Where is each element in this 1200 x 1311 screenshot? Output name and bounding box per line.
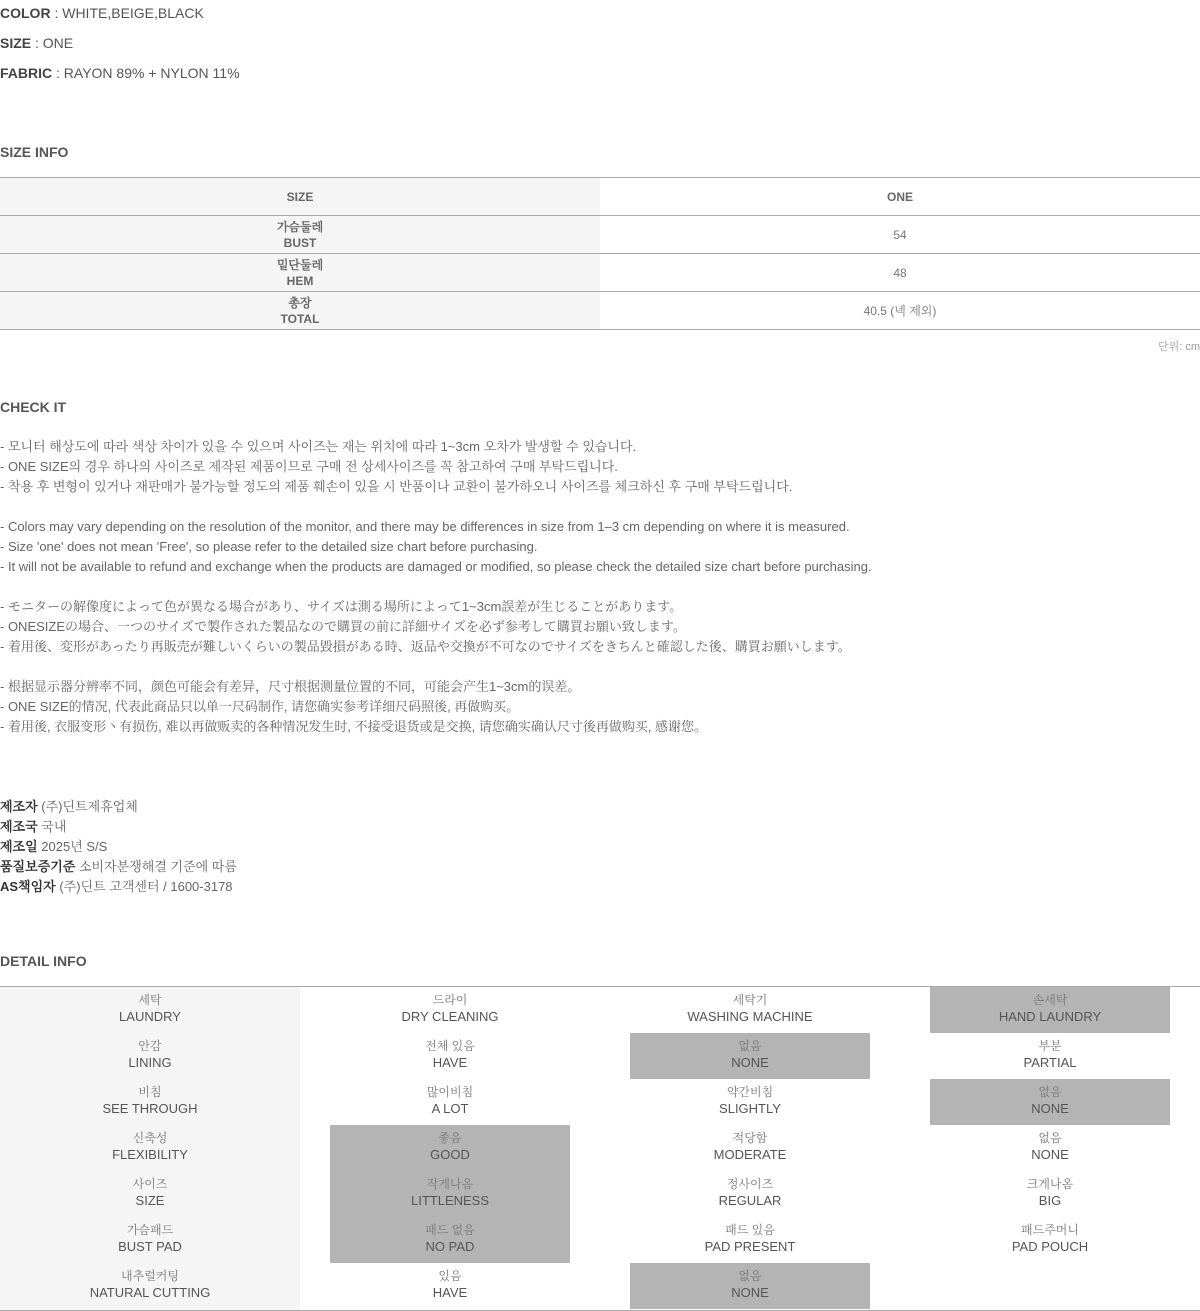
detail-en-text: NATURAL CUTTING [89,1285,211,1300]
detail-ko-text: 적당함 [732,1131,768,1145]
detail-en-text: BIG [1038,1193,1062,1208]
note-line: - 着用後, 衣服变形丶有损伤, 难以再做贩卖的各种情况发生时, 不接受退货或是交换, 请您确实确认尺寸後再做购买, 感谢您。 [0,719,708,734]
spec-size-label: SIZE [0,35,32,51]
note-line: - ONE SIZE의 경우 하나의 사이즈로 제작된 제품이므로 구매 전 상세사이즈를 꼭 참고하여 구매 부탁드립니다. [0,459,618,474]
note-line: - ONE SIZE的情况, 代表此商品只以单一尺码制作, 请您确实参考详细尺码照後, 再做购买。 [0,699,520,714]
check-it-title: CHECK IT [0,399,67,415]
spec-size-value: : ONE [31,35,74,51]
detail-label-cell [0,1263,300,1309]
table-row [0,216,1200,254]
detail-option-cell [900,987,1200,1033]
detail-en-text: A LOT [431,1101,469,1116]
detail-en-text: NONE [1031,1101,1069,1116]
spec-color-label: COLOR [0,5,51,21]
spec-size [0,35,73,51]
detail-en-text: PAD PRESENT [704,1239,796,1254]
maker-label: 제조일 [0,839,38,854]
detail-ko-text: 드라이 [432,993,468,1007]
note-line: - 착용 후 변형이 있거나 재판매가 불가능할 정도의 제품 훼손이 있을 시 반품이나 교환이 불가하오니 사이즈를 체크하신 후 구매 부탁드립니다. [0,479,793,494]
note-line: - ONESIZEの場合、一つのサイズで製作された製品なので購買の前に詳細サイズを必ず参考して購買お願い致します。 [0,619,686,634]
table-row [0,292,1200,330]
detail-en-text: SIZE [135,1193,165,1208]
size-row-label [0,254,600,292]
table-row [0,254,1200,292]
maker-row [0,857,237,877]
detail-en-text: DRY CLEANING [401,1009,499,1024]
detail-ko-text: 패드 없음 [425,1223,475,1237]
detail-ko-text: 내추럴커팅 [121,1269,179,1283]
detail-label-cell [0,1079,300,1125]
maker-value: 2025년 S/S [37,839,108,854]
detail-ko-text: 크게나옴 [1026,1177,1074,1191]
detail-option-cell [300,1079,600,1125]
detail-ko-text: 많이비침 [426,1085,474,1099]
detail-option-cell [600,987,900,1033]
maker-row [0,837,237,857]
maker-row [0,797,237,817]
detail-en-text: LINING [128,1055,172,1070]
maker-row [0,817,237,837]
maker-row [0,877,237,897]
detail-en-text: FLEXIBILITY [112,1147,188,1162]
size-row-en: BUST [283,235,317,250]
detail-option-cell [600,1079,900,1125]
maker-value: (주)딘트제휴업체 [37,799,138,814]
detail-label-cell [0,1125,300,1171]
spec-color [0,5,204,21]
note-line: - 着用後、変形があったり再販売が難しいくらいの製品毀損がある時、返品や交換が不可なのでサイズをきちんと確認した後、購買お願いします。 [0,639,851,654]
spec-fabric-label: FABRIC [0,65,53,81]
spec-color-value: : WHITE,BEIGE,BLACK [50,5,204,21]
detail-en-text: GOOD [430,1147,470,1162]
detail-en-text: SEE THROUGH [102,1101,198,1116]
detail-en-text: PARTIAL [1023,1055,1077,1070]
detail-ko-text: 작게나옴 [426,1177,474,1191]
detail-option-cell [900,1171,1200,1217]
spec-fabric-value: : RAYON 89% + NYLON 11% [52,65,240,81]
detail-en-text: NO PAD [425,1239,475,1254]
detail-option-cell [600,1217,900,1263]
size-row-label [0,216,600,254]
detail-label-cell [0,1033,300,1079]
note-line: - モニターの解像度によって色が異なる場合があり、サイズは測る場所によって1~3cm誤差が生じることがあります。 [0,599,683,614]
detail-table [0,986,1200,1311]
maker-label: 품질보증기준 [0,859,76,874]
size-row-en: HEM [286,273,314,288]
maker-info [0,797,237,897]
size-row-value: 54 [600,216,1200,254]
detail-en-text: HAVE [432,1055,468,1070]
check-notes-zh [0,677,707,737]
detail-en-text: REGULAR [718,1193,782,1208]
detail-en-text: HAVE [432,1285,468,1300]
check-notes-ko [0,437,792,497]
check-notes-ja [0,597,851,657]
detail-option-cell [300,1263,600,1309]
detail-ko-text: 사이즈 [132,1177,168,1191]
detail-ko-text: 없음 [1038,1131,1062,1145]
size-table-header [0,178,1200,216]
detail-option-cell [300,987,600,1033]
size-unit-note: 단위: cm [1157,341,1200,353]
detail-en-text: BUST PAD [118,1239,182,1254]
maker-label: AS책임자 [0,879,56,894]
detail-option-cell [300,1125,600,1171]
detail-ko-text: 약간비침 [726,1085,774,1099]
size-table [0,177,1200,330]
detail-ko-text: 신축성 [132,1131,168,1145]
note-line: - 根据显示器分辨率不同，颜色可能会有差异，尺寸根据测量位置的不同，可能会产生1~3cm的误差。 [0,679,581,694]
size-header-label: SIZE [0,178,600,216]
detail-ko-text: 가슴패드 [126,1223,174,1237]
detail-en-text: NONE [731,1055,769,1070]
detail-ko-text: 패드 있음 [725,1223,775,1237]
size-row-value: 40.5 (넥 제외) [600,292,1200,330]
detail-option-cell [900,1125,1200,1171]
detail-ko-text: 부분 [1038,1039,1062,1053]
detail-option-cell [600,1125,900,1171]
detail-en-text: PAD POUCH [1011,1239,1089,1254]
size-row-ko: 총장 [288,295,312,310]
spec-fabric [0,65,240,81]
detail-info-title: DETAIL INFO [0,953,87,969]
size-info-title: SIZE INFO [0,144,69,160]
detail-ko-text: 없음 [738,1269,762,1283]
maker-value: (주)딘트 고객센터 / 1600-3178 [55,879,233,894]
detail-ko-text: 세탁 [138,993,162,1007]
detail-option-cell [900,1079,1200,1125]
detail-en-text: HAND LAUNDRY [998,1009,1102,1024]
size-row-en: TOTAL [280,311,320,326]
note-line: - Size 'one' does not mean 'Free', so please refer to the detailed size chart before purchasing. [0,539,538,554]
detail-en-text: NONE [1031,1147,1069,1162]
detail-option-cell [900,1033,1200,1079]
detail-option-cell [900,1217,1200,1263]
detail-option-cell [600,1263,900,1309]
detail-en-text: LITTLENESS [410,1193,490,1208]
detail-label-cell [0,1171,300,1217]
detail-ko-text: 안감 [138,1039,162,1053]
detail-option-cell [600,1171,900,1217]
size-header-value: ONE [600,178,1200,216]
maker-label: 제조국 [0,819,38,834]
check-notes-en [0,517,872,577]
note-line: - It will not be available to refund and exchange when the products are damaged or modified, so please check the detailed size chart before purchasing. [0,559,872,574]
detail-ko-text: 없음 [738,1039,762,1053]
detail-ko-text: 세탁기 [732,993,768,1007]
detail-label-cell [0,1217,300,1263]
note-line: - Colors may vary depending on the resolution of the monitor, and there may be differences in size from 1–3 cm depending on where it is measured. [0,519,850,534]
detail-en-text: SLIGHTLY [719,1101,781,1116]
size-row-ko: 가슴둘레 [276,219,324,234]
detail-ko-text: 손세탁 [1032,993,1068,1007]
detail-option-cell [600,1033,900,1079]
detail-ko-text: 패드주머니 [1021,1223,1079,1237]
detail-option-cell [300,1171,600,1217]
detail-ko-text: 없음 [1038,1085,1062,1099]
detail-ko-text: 비침 [138,1085,162,1099]
size-row-value: 48 [600,254,1200,292]
size-row-ko: 밑단둘레 [276,257,324,272]
maker-label: 제조자 [0,799,38,814]
detail-ko-text: 정사이즈 [726,1177,774,1191]
detail-en-text: LAUNDRY [119,1009,181,1024]
detail-label-cell [0,987,300,1033]
size-row-label [0,292,600,330]
maker-value: 국내 [37,819,67,834]
detail-ko-text: 전체 있음 [425,1039,475,1053]
detail-ko-text: 있음 [438,1269,462,1283]
detail-en-text: NONE [731,1285,769,1300]
detail-en-text: WASHING MACHINE [687,1009,813,1024]
detail-option-cell [300,1217,600,1263]
detail-en-text: MODERATE [713,1147,787,1162]
maker-value: 소비자분쟁해결 기준에 따름 [75,859,237,874]
detail-ko-text: 좋음 [438,1131,462,1145]
note-line: - 모니터 해상도에 따라 색상 차이가 있을 수 있으며 사이즈는 재는 위치에 따라 1~3cm 오차가 발생할 수 있습니다. [0,439,637,454]
detail-option-cell [300,1033,600,1079]
